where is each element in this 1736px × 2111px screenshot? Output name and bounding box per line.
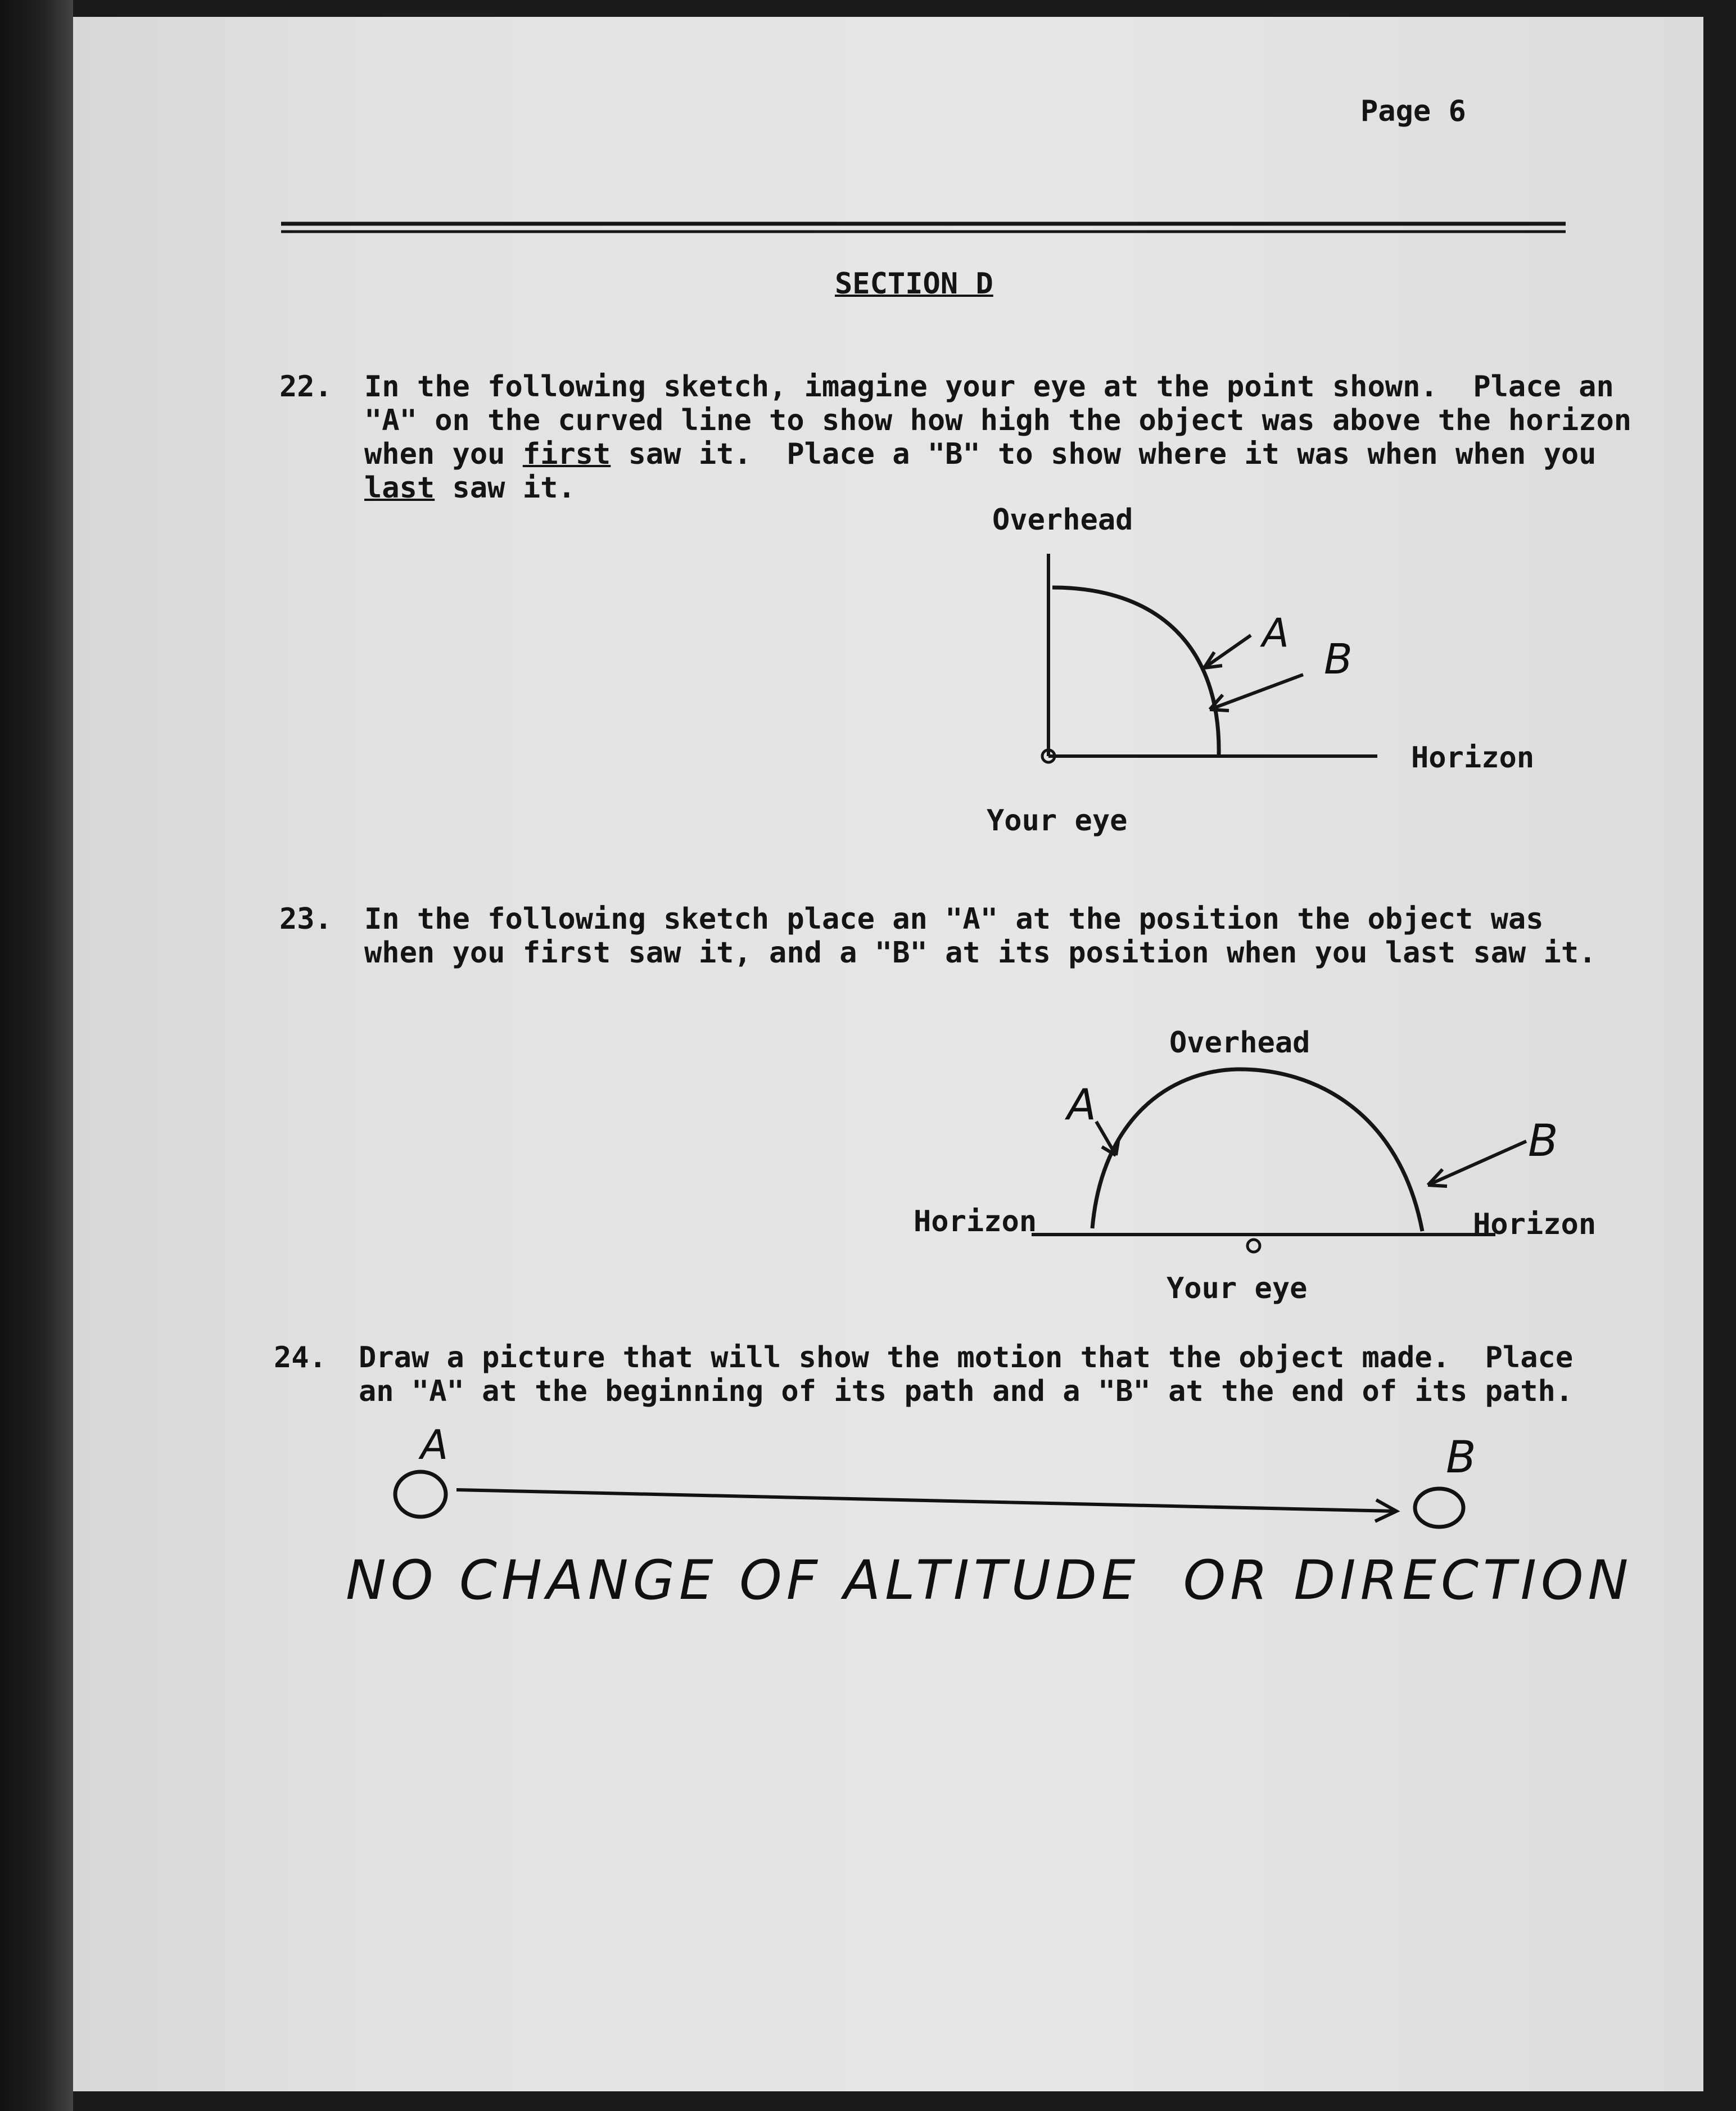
section-title: SECTION D	[835, 267, 993, 301]
q23-horizon-left-label: Horizon	[914, 1205, 1037, 1238]
q24-start-circle	[395, 1472, 446, 1517]
q24-handwritten-note: NO CHANGE OF ALTITUDE OR DIRECTION	[346, 1549, 1633, 1612]
q24-handwritten-b: B	[1446, 1432, 1476, 1483]
question-24-line-2: an "A" at the beginning of its path and a "B" at the end of its path.	[359, 1375, 1574, 1408]
q23-handwritten-a: A	[1067, 1079, 1096, 1129]
q23-overhead-label: Overhead	[1169, 1026, 1310, 1060]
q23-horizon-right-label: Horizon	[1473, 1208, 1597, 1241]
question-23-line-2: when you first saw it, and a "B" at its position when you last saw it.	[364, 936, 1597, 970]
question-number-24: 24.	[274, 1341, 327, 1375]
q22-line3-before: when you	[364, 437, 523, 471]
q22-overhead-label: Overhead	[992, 503, 1133, 537]
q22-emph-first: first	[522, 437, 611, 471]
q24-end-circle	[1415, 1489, 1463, 1527]
page-number: Page 6	[1360, 94, 1466, 128]
q24-handwritten-a: A	[421, 1421, 449, 1468]
question-22-line-2: "A" on the curved line to show how high the object was above the horizon	[364, 404, 1632, 437]
q22-handwritten-b: B	[1324, 635, 1353, 684]
q22-line3-after: saw it. Place a "B" to show where it was when when you	[611, 437, 1597, 471]
question-22-line-1: In the following sketch, imagine your eye at the point shown. Place an	[364, 370, 1614, 404]
question-number-22: 22.	[279, 370, 332, 404]
q22-eye-label: Your eye	[987, 804, 1128, 838]
q22-horizon-label: Horizon	[1411, 741, 1535, 775]
q23-handwritten-b: B	[1528, 1116, 1558, 1167]
q22-emph-last: last	[364, 471, 435, 505]
question-number-23: 23.	[279, 902, 332, 936]
q24-path-line	[456, 1490, 1394, 1511]
q22-line4-after: saw it.	[435, 471, 576, 505]
q23-eye-label: Your eye	[1167, 1272, 1308, 1305]
question-23-line-1: In the following sketch place an "A" at the position the object was	[364, 902, 1544, 936]
q22-handwritten-a: A	[1262, 610, 1289, 656]
question-24-line-1: Draw a picture that will show the motion that the object made. Place	[359, 1341, 1574, 1375]
